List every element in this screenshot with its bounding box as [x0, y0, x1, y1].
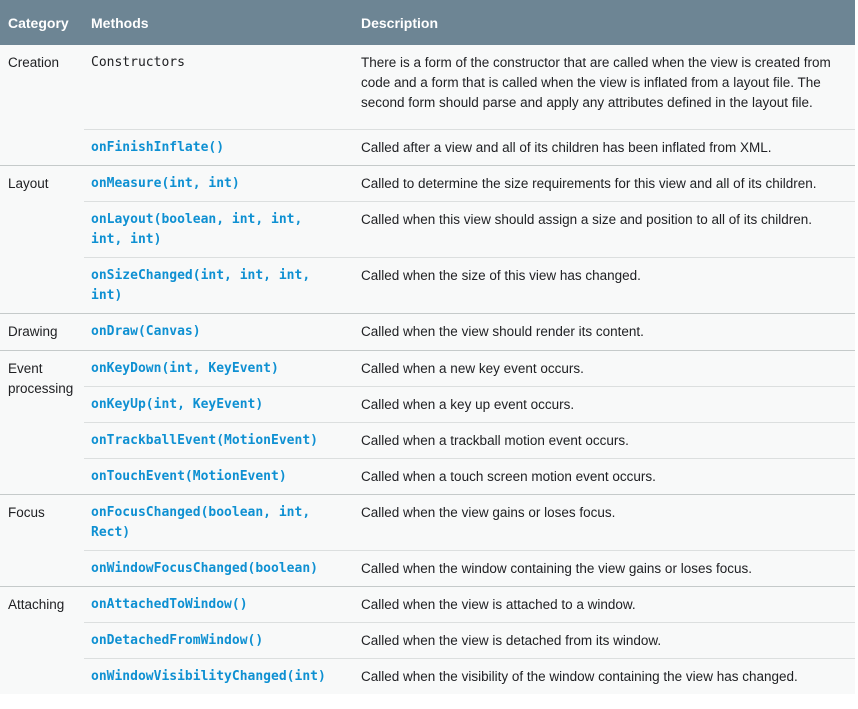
method-link[interactable]: onWindowFocusChanged(boolean): [84, 551, 350, 587]
method-link[interactable]: onWindowVisibilityChanged(int): [84, 659, 350, 695]
table-row: [0, 423, 855, 459]
section-layout: [0, 166, 855, 314]
description-cell: Called when the view is attached to a window.: [350, 587, 855, 623]
method-link[interactable]: onLayout(boolean, int, int, int, int): [84, 202, 350, 258]
table-row: [0, 551, 855, 587]
category-cell: Attaching: [0, 587, 84, 695]
header-row: [0, 0, 855, 45]
method-link[interactable]: onTrackballEvent(MotionEvent): [84, 423, 350, 459]
table-row: [0, 387, 855, 423]
table-row: [0, 130, 855, 166]
method-link[interactable]: onFocusChanged(boolean, int, Rect): [84, 495, 350, 551]
section-attaching: [0, 587, 855, 695]
method-link[interactable]: onMeasure(int, int): [84, 166, 350, 202]
table-row: [0, 459, 855, 495]
table-header: [0, 0, 855, 45]
description-cell: Called when the view should render its content.: [350, 314, 855, 351]
description-cell: Called when the size of this view has changed.: [350, 258, 855, 314]
section-creation: [0, 45, 855, 166]
description-cell: Called when the view is detached from its window.: [350, 623, 855, 659]
category-cell: Layout: [0, 166, 84, 314]
table-row: [0, 314, 855, 351]
description-cell: Called when a touch screen motion event occurs.: [350, 459, 855, 495]
description-cell: Called when this view should assign a size and position to all of its children.: [350, 202, 855, 258]
method-link[interactable]: onDraw(Canvas): [84, 314, 350, 351]
header-description: Description: [350, 0, 855, 45]
description-cell: Called when a key up event occurs.: [350, 387, 855, 423]
method-link[interactable]: onTouchEvent(MotionEvent): [84, 459, 350, 495]
description-cell: Called when a trackball motion event occurs.: [350, 423, 855, 459]
method-link[interactable]: onFinishInflate(): [84, 130, 350, 166]
method-link[interactable]: onSizeChanged(int, int, int, int): [84, 258, 350, 314]
description-cell: Called when the window containing the view gains or loses focus.: [350, 551, 855, 587]
table-row: [0, 166, 855, 202]
description-cell: Called to determine the size requirements for this view and all of its children.: [350, 166, 855, 202]
category-cell: Event processing: [0, 351, 84, 495]
description-cell: Called when the visibility of the window containing the view has changed.: [350, 659, 855, 695]
header-methods: Methods: [84, 0, 350, 45]
table-row: [0, 351, 855, 387]
table-row: [0, 202, 855, 258]
section-focus: [0, 495, 855, 587]
method-link[interactable]: onKeyDown(int, KeyEvent): [84, 351, 350, 387]
description-cell: Called when the view gains or loses focus.: [350, 495, 855, 551]
table-row: [0, 45, 855, 130]
method-cell: Constructors: [91, 55, 185, 70]
table-row: [0, 659, 855, 695]
category-cell: Creation: [8, 55, 60, 70]
description-cell: There is a form of the constructor that are called when the view is created from code and a form that is called when the view is inflated from a layout file. The second form should parse and apply any attributes defined in the layout file.: [361, 55, 831, 110]
description-cell: Called when a new key event occurs.: [350, 351, 855, 387]
table-row: [0, 258, 855, 314]
category-cell: Focus: [0, 495, 84, 587]
method-link[interactable]: onDetachedFromWindow(): [84, 623, 350, 659]
section-event-processing: [0, 351, 855, 495]
category-cell: Drawing: [0, 314, 84, 351]
table-row: [0, 587, 855, 623]
method-link[interactable]: onAttachedToWindow(): [84, 587, 350, 623]
table-row: [0, 623, 855, 659]
method-link[interactable]: onKeyUp(int, KeyEvent): [84, 387, 350, 423]
section-drawing: [0, 314, 855, 351]
description-cell: Called after a view and all of its children has been inflated from XML.: [350, 130, 855, 166]
table-row: [0, 495, 855, 551]
header-category: Category: [0, 0, 84, 45]
